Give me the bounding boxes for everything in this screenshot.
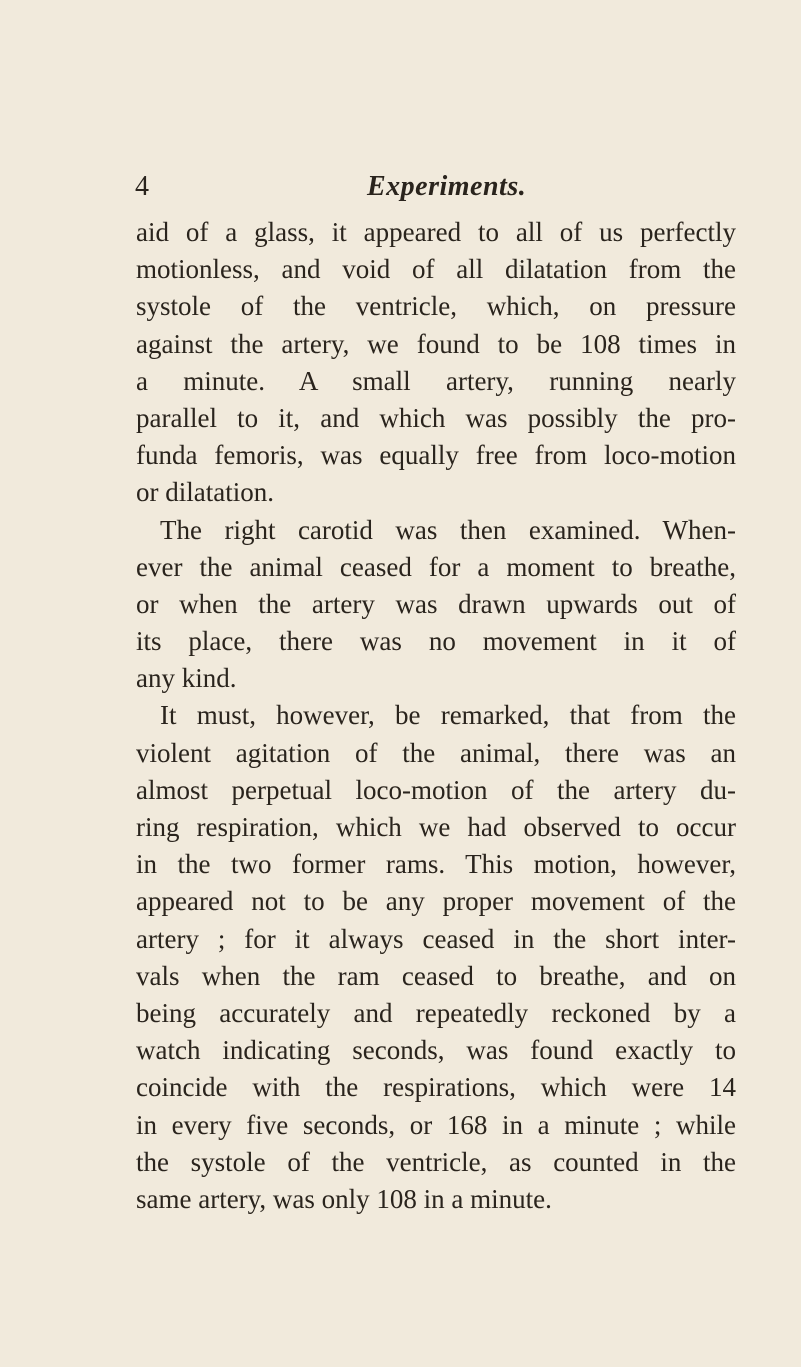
text-line: systole of the ventricle, which, on pressure [136,291,736,322]
text-line: same artery, was only 108 in a minute. [136,1183,552,1214]
text-line: vals when the ram ceased to breathe, and on [136,960,736,991]
text-line: the systole of the ventricle, as counted in the [136,1146,736,1177]
text-line: in every five seconds, or 168 in a minute ; while [136,1109,736,1140]
text-line: in the two former rams. This motion, however, [136,849,736,880]
text-line: being accurately and repeatedly reckoned by a [136,997,736,1028]
text-line: It must, however, be remarked, that from the [160,700,736,731]
text-line: coincide with the respirations, which were 14 [136,1072,736,1103]
page-header [135,170,735,204]
text-line: almost perpetual loco-motion of the artery du- [136,774,736,805]
text-line: a minute. A small artery, running nearly [136,365,736,396]
text-line: appeared not to be any proper movement of the [136,886,736,917]
text-line: against the artery, we found to be 108 times in [136,328,736,359]
text-line: artery ; for it always ceased in the short inter- [136,923,736,954]
text-line: funda femoris, was equally free from loco-motion [136,440,736,471]
text-line: watch indicating seconds, was found exactly to [136,1035,736,1066]
text-line: any kind. [136,663,237,694]
text-line: parallel to it, and which was possibly the pro- [136,402,736,433]
text-line: ever the animal ceased for a moment to breathe, [136,551,736,582]
text-line: or dilatation. [136,477,274,508]
running-head: Experiments. [367,171,527,202]
page-number: 4 [135,171,149,202]
text-line: its place, there was no movement in it of [136,626,736,657]
text-line: or when the artery was drawn upwards out of [136,588,736,619]
text-line: aid of a glass, it appeared to all of us perfectly [136,217,736,247]
body-text [136,214,736,1218]
text-line: ring respiration, which we had observed to occur [136,812,736,842]
text-line: The right carotid was then examined. When- [160,514,736,545]
text-line: violent agitation of the animal, there was an [136,737,736,768]
text-line: motionless, and void of all dilatation from the [136,254,736,285]
